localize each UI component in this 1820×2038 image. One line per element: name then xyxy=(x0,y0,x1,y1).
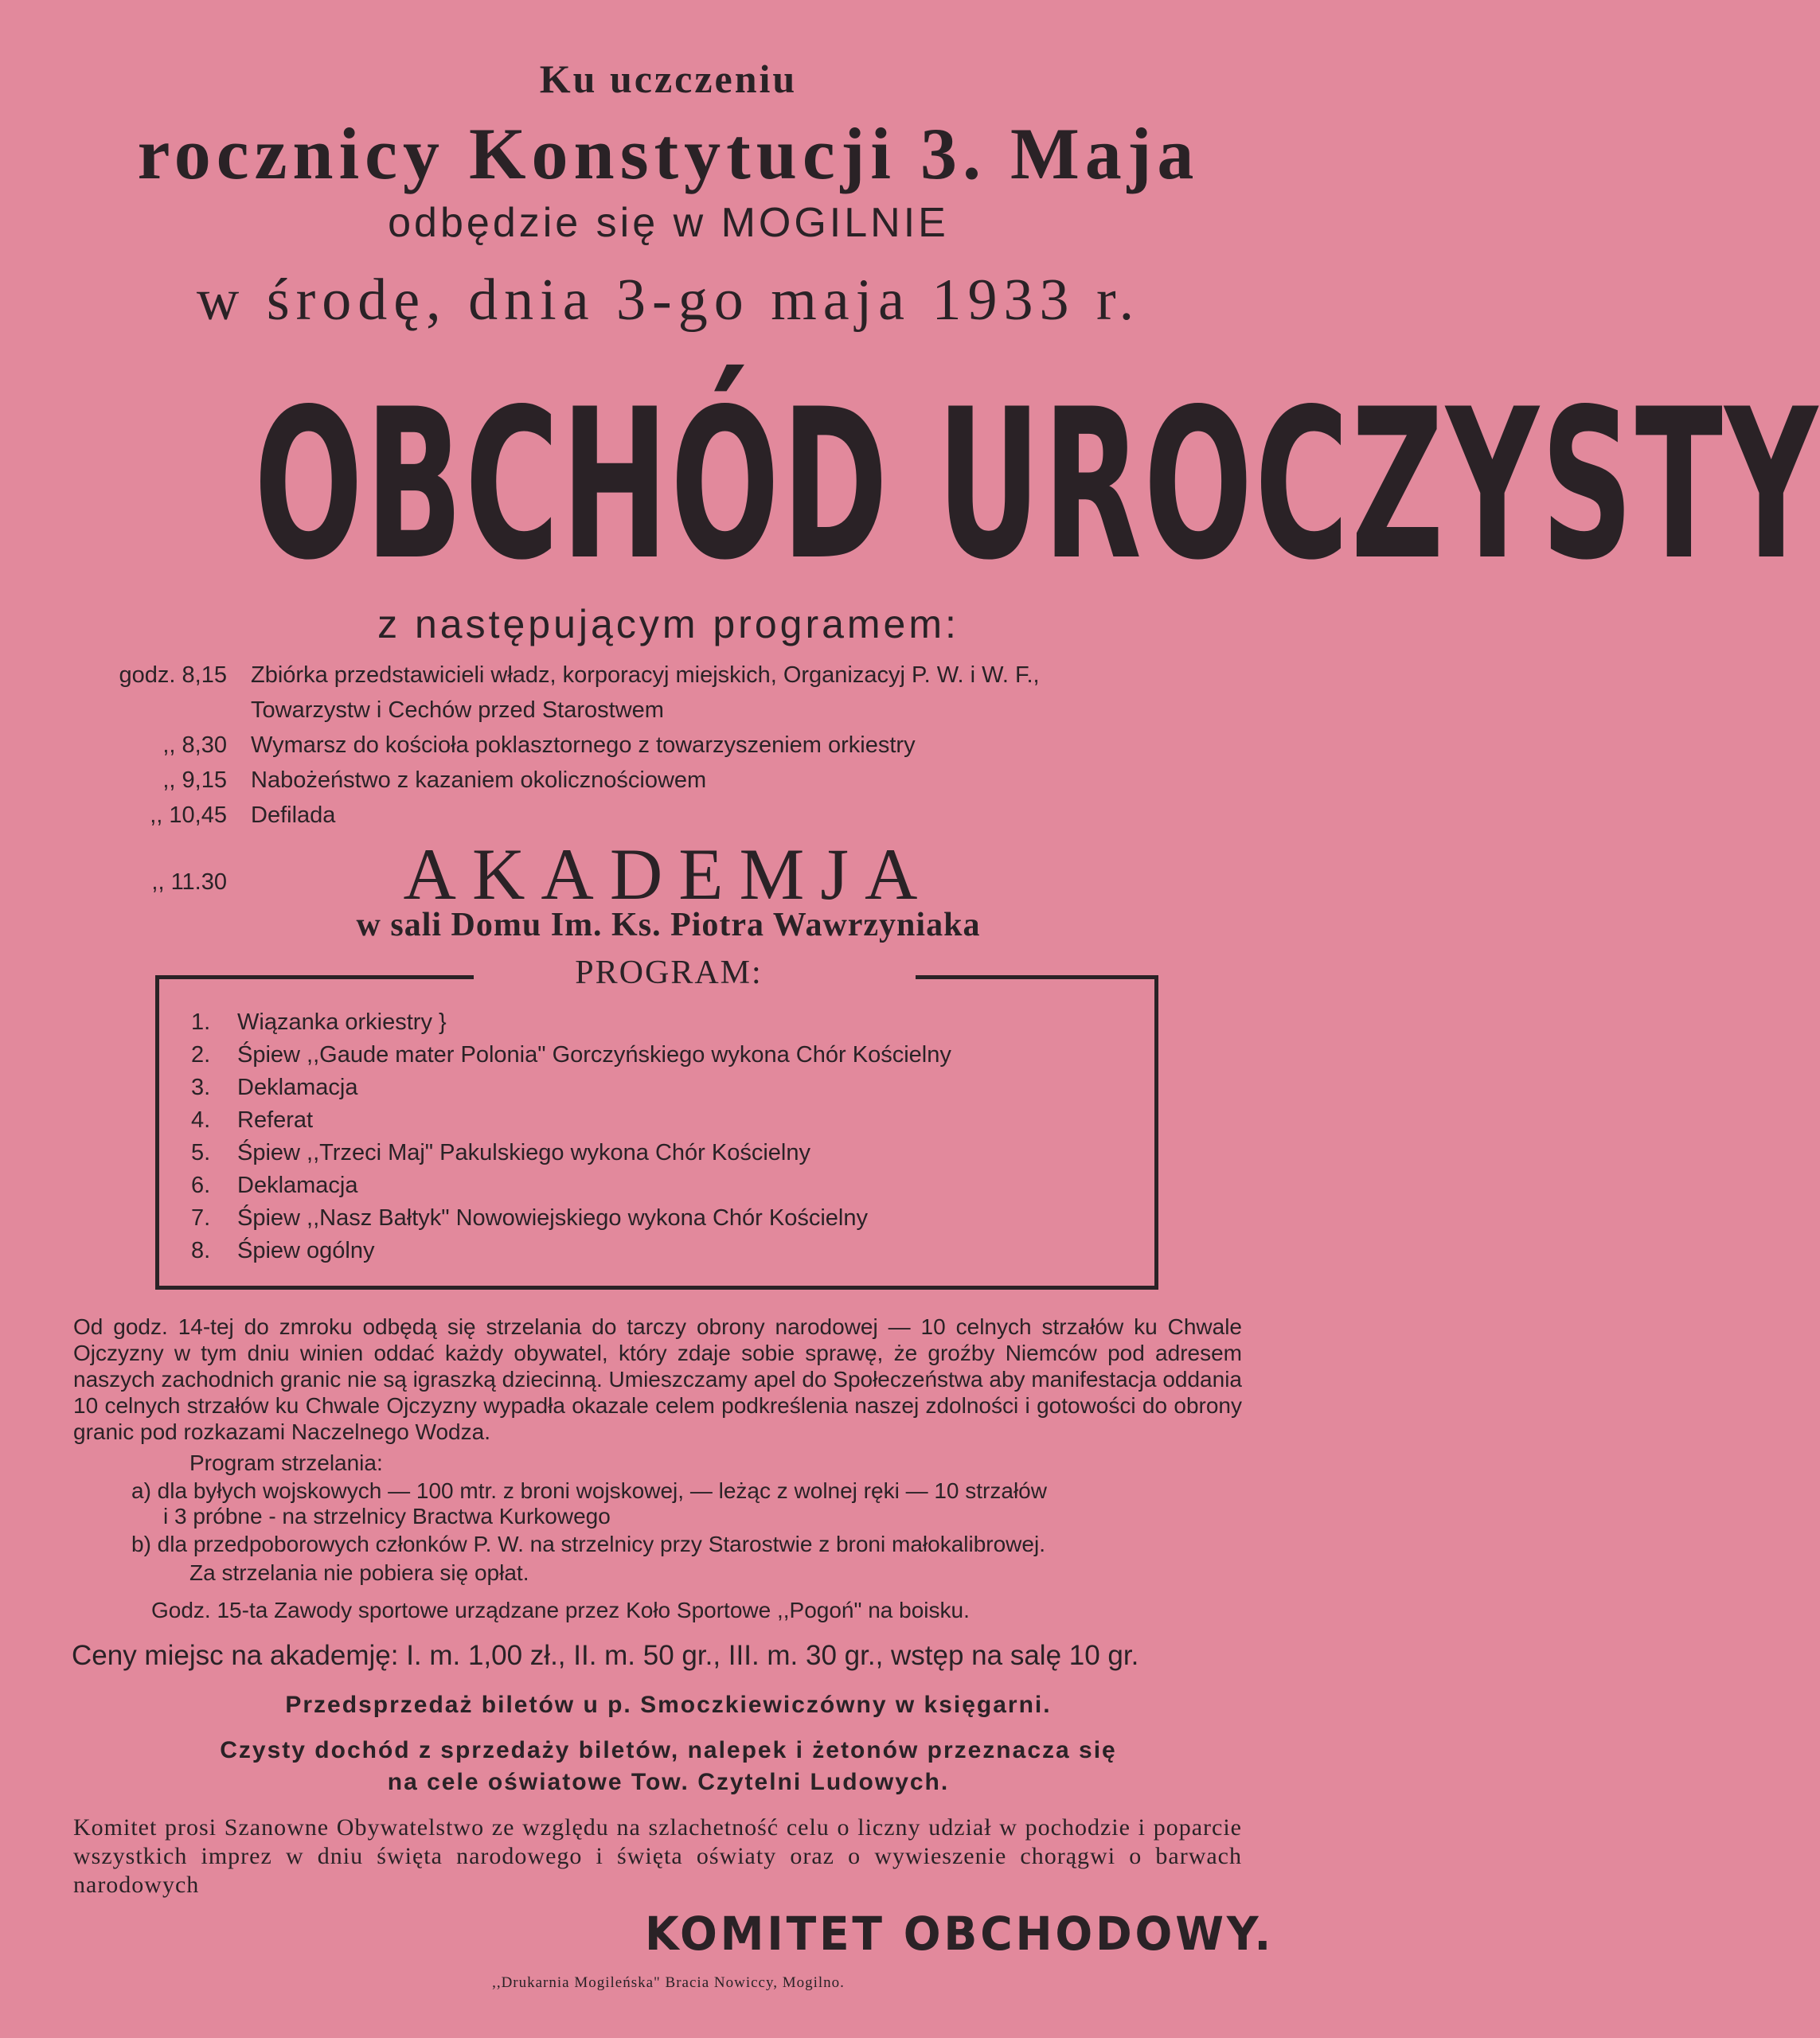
program-item-text: Deklamacja xyxy=(237,1173,358,1198)
signature: KOMITET OBCHODOWY. xyxy=(645,1907,1275,1961)
shooting-fee: Za strzelania nie pobiera się opłat. xyxy=(189,1560,529,1585)
shooting-item-b: b) dla przedpoborowych członków P. W. na strzelnicy przy Starostwie z broni małokalibrowej. xyxy=(131,1532,1045,1556)
schedule-desc: Defilada xyxy=(251,802,336,828)
shooting-program-label: Program strzelania: xyxy=(189,1450,383,1475)
schedule-time: ,, 10,45 xyxy=(150,802,227,828)
proceeds-notice-continued: na cele oświatowe Tow. Czytelni Ludowych. xyxy=(387,1769,950,1795)
program-item-number: 3. xyxy=(191,1075,211,1100)
ticket-prices: Ceny miejsc na akademję: I. m. 1,00 zł., II. m. 50 gr., III. m. 30 gr., wstęp na salę 10 gr. xyxy=(72,1640,1139,1671)
sports-event: Godz. 15-ta Zawody sportowe urządzane przez Koło Sportowe ,,Pogoń" na boisku. xyxy=(151,1598,970,1622)
program-item-number: 1. xyxy=(191,1009,211,1035)
program-item xyxy=(191,1238,375,1264)
program-item xyxy=(191,1075,358,1101)
header-intro: Ku uczczeniu xyxy=(539,57,798,101)
program-box-top-left-border xyxy=(155,975,474,979)
program-item-text: Wiązanka orkiestry xyxy=(237,1009,432,1035)
akademja-title: AKADEMJA xyxy=(403,834,934,915)
schedule-desc: Zbiórka przedstawicieli władz, korporacyj miejskich, Organizacyj P. W. i W. F., xyxy=(251,662,1040,688)
program-item-text: Śpiew ogólny xyxy=(237,1238,375,1263)
header-date: w środę, dnia 3-go maja 1933 r. xyxy=(196,267,1141,333)
proceeds-notice: Czysty dochód z sprzedaży biletów, nalepek i żetonów przeznacza się xyxy=(220,1737,1117,1763)
program-item-number: 7. xyxy=(191,1205,211,1231)
shooting-item-a: a) dla byłych wojskowych — 100 mtr. z broni wojskowej, — leżąc z wolnej ręki — 10 strzałów xyxy=(131,1478,1047,1503)
program-item xyxy=(191,1173,358,1199)
program-item xyxy=(191,1140,810,1166)
schedule-time: godz. 8,15 xyxy=(119,662,227,688)
program-item-number: 2. xyxy=(191,1042,211,1068)
program-item-text: Śpiew ,,Trzeci Maj" Pakulskiego wykona Chór Kościelny xyxy=(237,1140,811,1165)
schedule-time: ,, 11.30 xyxy=(151,869,227,895)
program-heading: PROGRAM: xyxy=(575,955,763,991)
program-item xyxy=(191,1107,313,1134)
program-intro: z następującym programem: xyxy=(377,602,959,646)
presale-notice: Przedsprzedaż biletów u p. Smoczkiewiczówny w księgarni. xyxy=(285,1692,1052,1718)
printer-credit: ,,Drukarnia Mogileńska" Bracia Nowiccy, Mogilno. xyxy=(492,1974,845,1991)
program-item xyxy=(191,1042,951,1068)
program-item: 1. Wiązanka orkiestry } xyxy=(191,1009,447,1035)
program-item-text: Śpiew ,,Nasz Bałtyk" Nowowiejskiego wykona Chór Kościelny xyxy=(237,1205,869,1231)
shooting-item-a-continued: i 3 próbne - na strzelnicy Bractwa Kurkowego xyxy=(163,1504,611,1528)
program-item-text: Deklamacja xyxy=(237,1075,358,1100)
shooting-paragraph: Od godz. 14-tej do zmroku odbędą się strzelania do tarczy obrony narodowej — 10 celnych strzałów ku Chwale Ojczyzny w tym dniu winien oddać każdy obywatel, który zdaje sobie sprawę, że groźby Niemców pod adresem naszych zachodnich granic nie są igraszką dziecinną. Umieszczamy apel do Społeczeństwa aby manifestacja oddania 10 celnych strzałów ku Chwale Ojczyzny wypadła okazale celem podkreślenia naszej zdolności i gotowości do obrony granic pod rozkazami Naczelnego Wodza. xyxy=(73,1314,1242,1444)
header-title: rocznicy Konstytucji 3. Maja xyxy=(137,113,1200,194)
schedule-time: ,, 9,15 xyxy=(162,767,227,793)
program-item-text: Referat xyxy=(237,1107,314,1133)
schedule-time: ,, 8,30 xyxy=(162,732,227,758)
program-box-top-right-border xyxy=(916,975,1158,979)
akademja-venue: w sali Domu Im. Ks. Piotra Wawrzyniaka xyxy=(356,907,981,943)
program-item-number: 4. xyxy=(191,1107,211,1133)
program-item-number: 6. xyxy=(191,1173,211,1198)
program-item xyxy=(191,1205,868,1232)
program-item-number: 8. xyxy=(191,1238,211,1263)
schedule-desc: Nabożeństwo z kazaniem okolicznościowem xyxy=(251,767,707,793)
schedule-desc: Towarzystw i Cechów przed Starostwem xyxy=(251,697,664,723)
header-place: odbędzie się w MOGILNIE xyxy=(388,200,949,246)
schedule-desc: Wymarsz do kościoła poklasztornego z towarzyszeniem orkiestry xyxy=(251,732,916,758)
committee-appeal: Komitet prosi Szanowne Obywatelstwo ze względu na szlachetność celu o liczny udział w pochodzie i poparcie wszystkich imprez w dniu święta narodowego i święta oświaty oraz o wywieszenie chorągwi o barwach narodowych xyxy=(73,1814,1242,1898)
program-item-number: 5. xyxy=(191,1140,211,1165)
program-item-text: Śpiew ,,Gaude mater Polonia" Gorczyńskiego wykona Chór Kościelny xyxy=(237,1042,951,1068)
main-title: OBCHÓD UROCZYSTY xyxy=(254,365,1820,606)
